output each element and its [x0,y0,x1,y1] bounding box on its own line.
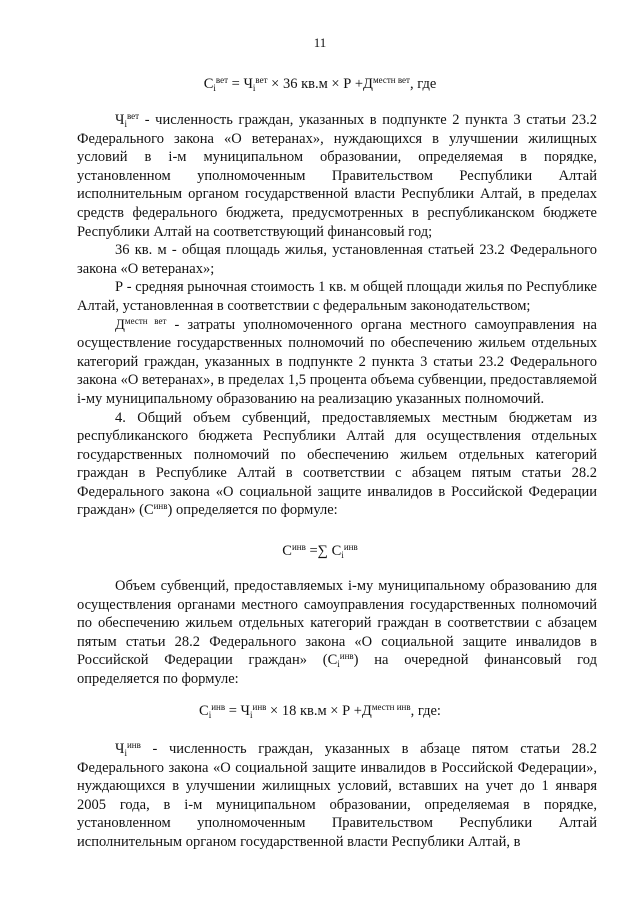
formula-operator: = [225,703,241,719]
paragraph-5-block [77,577,597,689]
def-paragraph [77,316,597,409]
symbol [115,112,139,128]
symbol-letter: C [143,502,154,519]
formula-symbol: Ч [243,76,253,92]
superscript: инв [252,702,267,712]
def-paragraph [77,111,597,241]
formula-symbol: C [199,703,209,719]
paragraph-text: ) на очередной финансовый год определяется по формуле: [77,652,597,687]
paragraph-text: - затраты уполномоченного органа местного самоуправления на осуществление государственных полномочий по обеспечению жильем отдельных категорий граждан, указанных в подпункте 2 пункта 3 статьи 23.2 Федерального закона «О ветеранах», в пределах 1,5 процента объема субвенции, предоставляемой i-му муниципальному образованию на реализацию указанных полномочий. [77,316,597,407]
formula-symbol: C [282,543,292,559]
definitions-veterans [77,111,597,520]
paragraph-text: 4. Общий объем субвенций, предоставляемых местным бюджетам из республиканского бюджета Республики Алтай для осуществления отдельных государственных полномочий по обеспечению жильем отдельных категорий граждан в Республике Алтай в соответствии с абзацем пятым статьи 28.2 Федерального закона «О социальной защите инвалидов в Российской Федерации граждан» ( [77,409,597,519]
page-number: 11 [313,35,327,50]
symbol-letter: C [327,652,338,669]
superscript: местн вет [372,75,410,85]
superscript: инв [153,501,168,512]
paragraph-text: Объем субвенций, предоставляемых i-му муниципальному образованию для осуществления органами местного самоуправления государственных полномочий по обеспечению жильем отдельных категорий граждан в соответствии с абзацем пятым статьи 28.2 Федерального закона «О социальной защите инвалидов в Российской Федерации граждан» ( [77,578,597,669]
def-paragraph: Р - средняя рыночная стоимость 1 кв. м общей площади жилья по Республике Алтай, установленная в соответствии с федеральным законодательством; [77,279,597,314]
superscript: инв [211,702,226,712]
subscript: i [213,83,216,93]
superscript: местн инв [371,702,411,712]
formula-symbol: C [203,76,214,92]
def-paragraph [77,740,597,852]
formula-body: × 18 кв.м × Р +Д [266,703,372,719]
superscript: инв [126,740,141,750]
superscript: инв [339,651,354,662]
superscript: инв [343,542,358,552]
symbol [115,317,166,333]
paragraph-text: ) определяется по формуле: [167,502,338,519]
symbol [115,741,141,757]
symbol-letter: Ч [115,112,125,128]
superscript: местн вет [124,315,167,326]
superscript: вет [126,111,140,121]
subscript: i [252,83,256,93]
formula-body: × 36 кв.м × Р +Д [267,76,373,92]
symbol-letter: Ч [115,741,125,757]
symbol-letter: Д [115,316,125,333]
formula-tail: , где [410,76,437,92]
formula-veterans [0,76,640,93]
paragraph-5 [77,577,597,689]
definitions-invalids [77,740,597,852]
paragraph-4 [77,409,597,521]
subscript: i [337,659,340,670]
superscript: вет [255,75,268,85]
paragraph-text: - численность граждан, указанных в подпункте 2 пункта 3 статьи 23.2 Федерального закона «О ветеранах», нуждающихся в улучшении жилищных условий в i-м муниципальном образовании, определяемая в порядке, установленном уполномоченным Правительством Республики Алтай исполнительным органом государственной власти Республики Алтай, в пределах средств федерального бюджета, предусмотренных в республиканском бюджете Республики Алтай на соответствующий финансовый год; [77,112,597,240]
subscript: i [341,550,344,560]
formula-tail: , где: [410,703,441,719]
superscript: вет [215,75,228,85]
formula-operator: = [228,76,244,92]
subscript: i [124,748,127,758]
formula-symbol: Ч [240,703,250,719]
def-paragraph: 36 кв. м - общая площадь жилья, установленная статьей 23.2 Федерального закона «О ветеранах»; [77,242,597,277]
formula-invalids [0,703,640,720]
formula-symbol: C [331,543,342,559]
subscript: i [249,710,253,720]
subscript: i [124,119,127,129]
formula-sum [0,543,640,560]
subscript: i [208,710,212,720]
superscript: инв [291,542,306,552]
paragraph-text: - численность граждан, указанных в абзаце пятом статьи 28.2 Федерального закона «О социальной защите инвалидов в Российской Федерации», нуждающихся в улучшении жилищных условий, вставших на учет до 1 января 2005 года, в i-м муниципальном образовании, определяемая в порядке, установленном уполномоченным Правительством Республики Алтай исполнительным органом государственной власти Республики Алтай, в [77,741,597,850]
formula-operator: =∑ [305,543,332,559]
